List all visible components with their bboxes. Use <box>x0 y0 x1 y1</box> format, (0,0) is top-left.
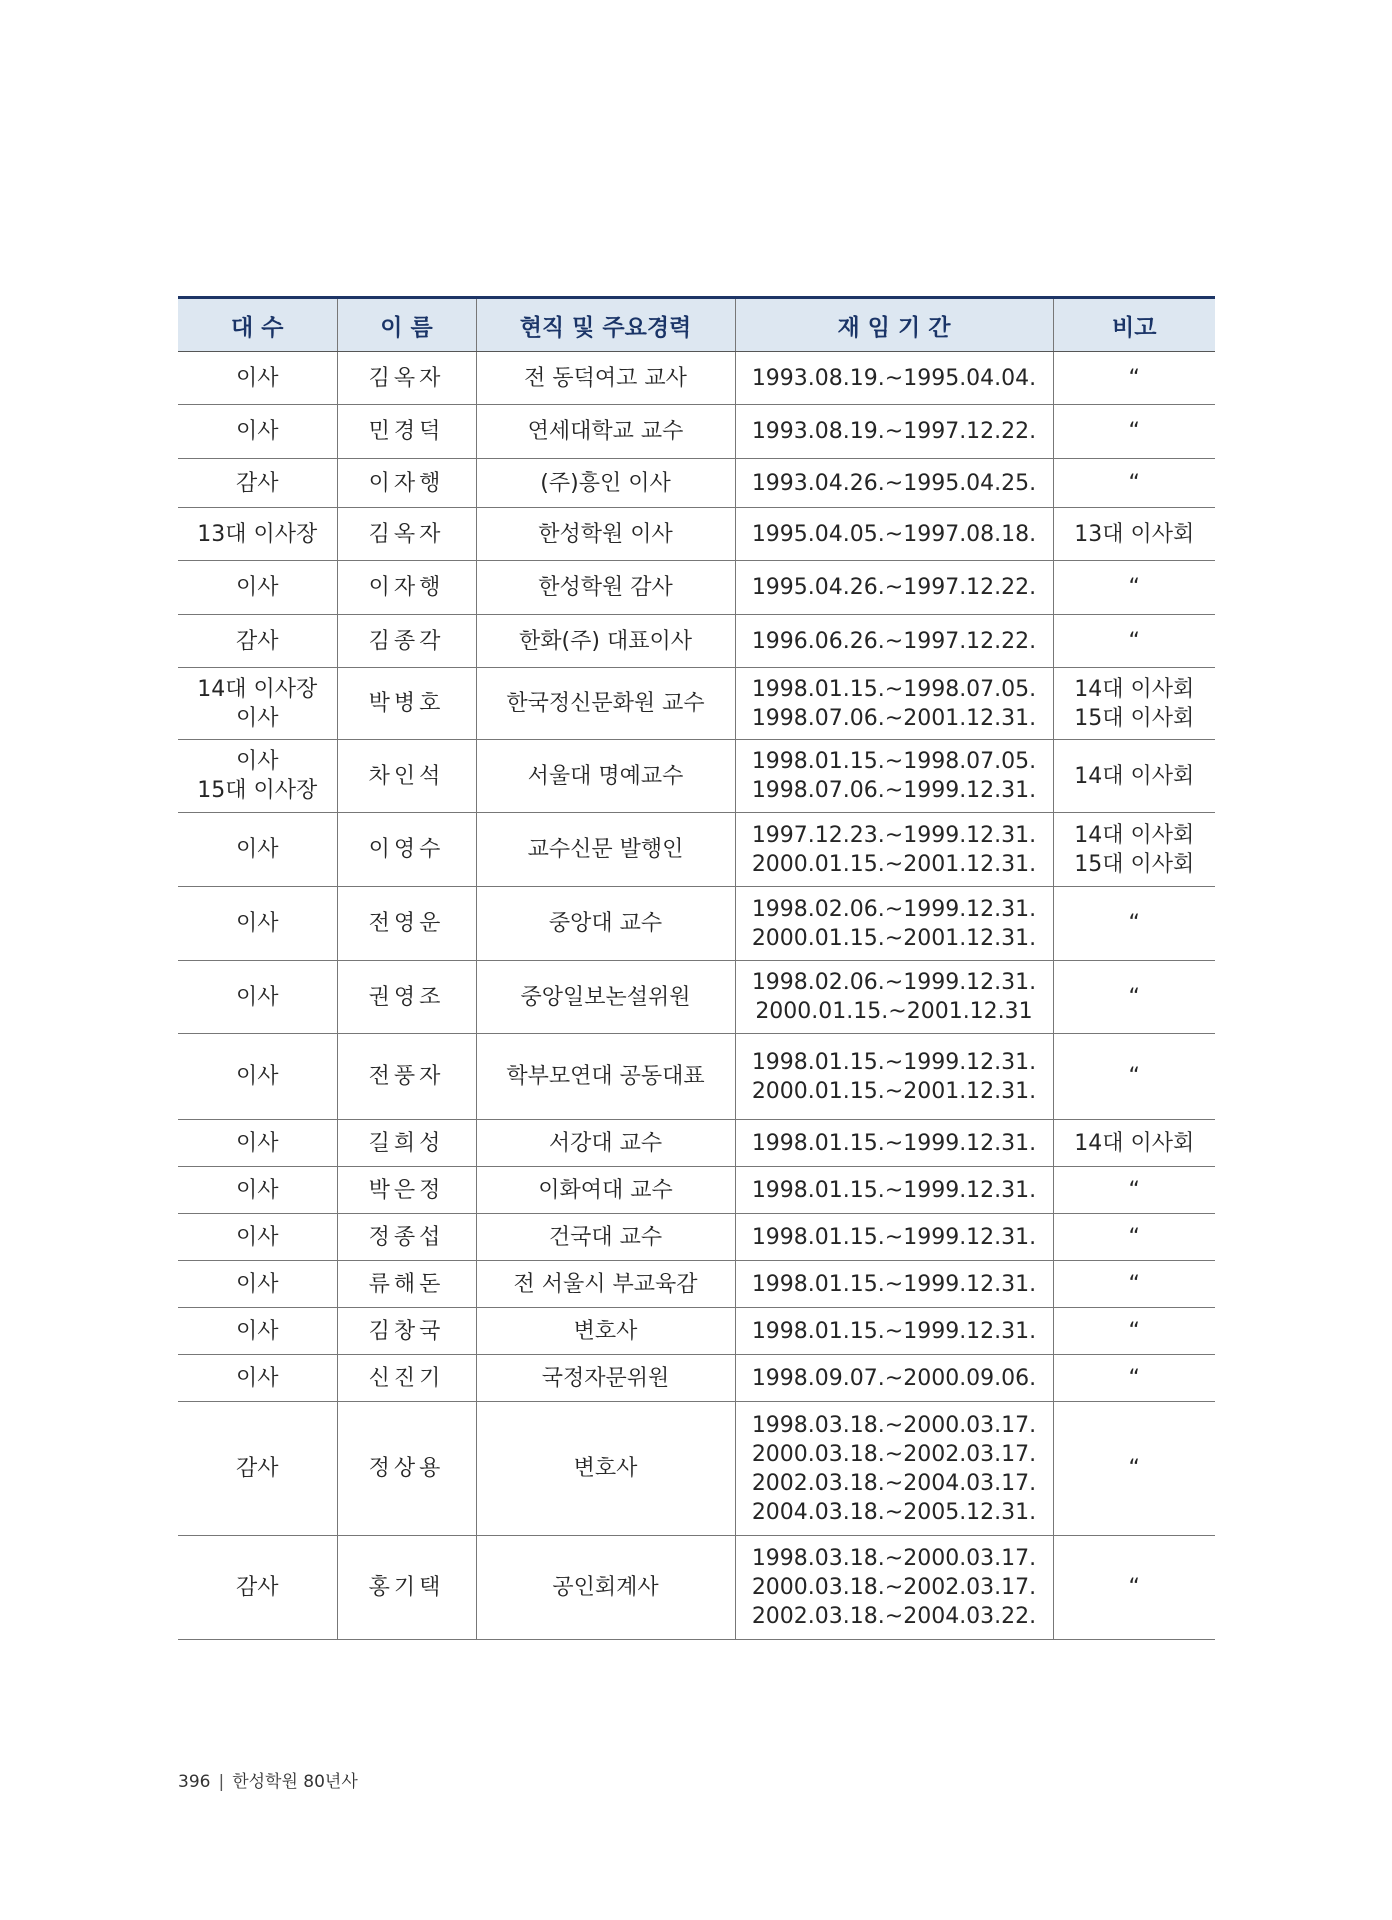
cell-note-text: “ <box>1128 628 1140 654</box>
cell-term-text: 감사 <box>235 470 279 496</box>
cell-career-text: 변호사 <box>573 1456 638 1481</box>
cell-note <box>1053 961 1215 1034</box>
cell-term-text: 14대 이사장 <box>197 676 318 702</box>
cell-period <box>735 1034 1053 1120</box>
cell-term <box>178 1120 337 1167</box>
cell-period-text: 1998.03.18.~2000.03.17. <box>751 1546 1037 1571</box>
table-row <box>178 561 1215 615</box>
cell-term-text: 감사 <box>235 628 279 654</box>
cell-note-text: 15대 이사회 <box>1074 851 1195 877</box>
cell-career <box>476 813 735 887</box>
cell-note <box>1053 561 1215 615</box>
cell-career-text: 한성학원 이사 <box>538 521 673 547</box>
cell-period <box>735 1308 1053 1355</box>
table-header-row <box>178 298 1215 352</box>
cell-term <box>178 1167 337 1214</box>
cell-career <box>476 352 735 405</box>
cell-term-text: 감사 <box>235 1575 279 1600</box>
header-term: 대 수 <box>178 298 337 352</box>
book-title: 한성학원 80년사 <box>232 1772 358 1792</box>
cell-term <box>178 1355 337 1402</box>
cell-period <box>735 668 1053 740</box>
table-row <box>178 1261 1215 1308</box>
cell-name-text: 길희성 <box>368 1130 445 1156</box>
cell-career-text: 건국대 교수 <box>548 1224 663 1250</box>
cell-period-text: 2004.03.18.~2005.12.31. <box>751 1499 1037 1525</box>
cell-term <box>178 740 337 813</box>
cell-term-text: 이사 <box>235 1365 279 1391</box>
cell-name-text: 김옥자 <box>368 365 445 391</box>
cell-term-text: 15대 이사장 <box>197 778 318 803</box>
cell-term <box>178 459 337 508</box>
cell-career <box>476 1536 735 1640</box>
cell-term <box>178 961 337 1034</box>
cell-name <box>337 1261 476 1308</box>
cell-note <box>1053 1120 1215 1167</box>
table-row <box>178 405 1215 459</box>
cell-term <box>178 1536 337 1640</box>
cell-term-text: 이사 <box>235 365 279 391</box>
table-row <box>178 1355 1215 1402</box>
cell-period-text: 1998.03.18.~2000.03.17. <box>751 1412 1037 1438</box>
cell-term <box>178 1402 337 1536</box>
cell-career <box>476 1308 735 1355</box>
cell-period-text: 2002.03.18.~2004.03.22. <box>751 1604 1037 1629</box>
cell-period <box>735 615 1053 668</box>
table-body <box>178 352 1215 1640</box>
cell-note-text: “ <box>1128 1456 1140 1481</box>
cell-note <box>1053 405 1215 459</box>
cell-note <box>1053 352 1215 405</box>
table-row <box>178 459 1215 508</box>
cell-period <box>735 1261 1053 1308</box>
cell-career-text: 한국정신문화원 교수 <box>506 691 705 716</box>
cell-note <box>1053 813 1215 887</box>
cell-note <box>1053 887 1215 961</box>
cell-period-text: 2000.01.15.~2001.12.31 <box>755 999 1033 1024</box>
cell-note <box>1053 1355 1215 1402</box>
cell-period-text: 1998.01.15.~1999.12.31. <box>751 1177 1037 1203</box>
cell-period <box>735 459 1053 508</box>
cell-career-text: 중앙일보논설위원 <box>520 984 691 1010</box>
cell-career <box>476 615 735 668</box>
cell-term-text: 이사 <box>235 1224 279 1250</box>
cell-name-text: 민경덕 <box>368 419 445 444</box>
cell-note-text: “ <box>1128 911 1140 936</box>
cell-term <box>178 615 337 668</box>
cell-note-text: 14대 이사회 <box>1074 822 1195 848</box>
cell-name <box>337 668 476 740</box>
cell-note-text: “ <box>1128 470 1140 496</box>
cell-career <box>476 1261 735 1308</box>
cell-note <box>1053 615 1215 668</box>
cell-career <box>476 405 735 459</box>
cell-period-text: 1998.01.15.~1999.12.31. <box>751 1049 1037 1075</box>
cell-period-text: 2000.01.15.~2001.12.31. <box>751 851 1037 877</box>
cell-name-text: 정종섭 <box>368 1224 445 1250</box>
cell-term-text: 이사 <box>235 1177 279 1203</box>
cell-period-text: 2000.03.18.~2002.03.17. <box>751 1441 1037 1467</box>
cell-career <box>476 887 735 961</box>
cell-term <box>178 1214 337 1261</box>
cell-period <box>735 740 1053 813</box>
cell-period <box>735 508 1053 561</box>
cell-period-text: 1998.01.15.~1998.07.05. <box>751 749 1037 774</box>
table-row <box>178 740 1215 813</box>
cell-note-text: “ <box>1128 1318 1140 1344</box>
cell-period-text: 1998.07.06.~2001.12.31. <box>751 705 1037 731</box>
cell-period <box>735 1402 1053 1536</box>
cell-career-text: 교수신문 발행인 <box>527 837 684 862</box>
cell-name <box>337 405 476 459</box>
cell-career <box>476 459 735 508</box>
cell-period <box>735 887 1053 961</box>
cell-career-text: 이화여대 교수 <box>538 1177 673 1203</box>
cell-term <box>178 1034 337 1120</box>
cell-term <box>178 668 337 740</box>
cell-term-text: 이사 <box>235 749 279 774</box>
cell-note-text: 14대 이사회 <box>1074 763 1195 789</box>
cell-name-text: 류해돈 <box>368 1271 445 1297</box>
cell-period-text: 1998.07.06.~1999.12.31. <box>751 778 1037 803</box>
table-row <box>178 352 1215 405</box>
cell-name-text: 권영조 <box>368 984 445 1010</box>
cell-term <box>178 352 337 405</box>
cell-name <box>337 1167 476 1214</box>
cell-period-text: 2000.01.15.~2001.12.31. <box>751 925 1037 951</box>
header-career: 현직 및 주요경력 <box>476 298 735 352</box>
cell-career <box>476 1167 735 1214</box>
cell-note <box>1053 1402 1215 1536</box>
cell-name <box>337 561 476 615</box>
cell-note-text: “ <box>1128 984 1140 1010</box>
cell-name <box>337 887 476 961</box>
cell-note <box>1053 459 1215 508</box>
cell-name-text: 신진기 <box>368 1365 445 1391</box>
table-row <box>178 961 1215 1034</box>
cell-period-text: 1993.08.19.~1995.04.04. <box>751 365 1037 391</box>
cell-career-text: 전 동덕여고 교사 <box>524 365 687 391</box>
cell-note-text: “ <box>1128 365 1140 391</box>
cell-career-text: 공인회계사 <box>552 1575 659 1600</box>
cell-period-text: 1993.08.19.~1997.12.22. <box>751 419 1037 444</box>
header-name: 이 름 <box>337 298 476 352</box>
cell-name <box>337 1034 476 1120</box>
cell-name-text: 이자행 <box>368 575 445 600</box>
cell-career <box>476 1355 735 1402</box>
cell-note-text: “ <box>1128 1224 1140 1250</box>
cell-note-text: “ <box>1128 1575 1140 1600</box>
table-row <box>178 508 1215 561</box>
page-footer <box>178 1767 358 1792</box>
cell-term-text: 이사 <box>235 1130 279 1156</box>
cell-name <box>337 1536 476 1640</box>
table-row <box>178 813 1215 887</box>
cell-career <box>476 740 735 813</box>
cell-career <box>476 1034 735 1120</box>
cell-period-text: 2002.03.18.~2004.03.17. <box>751 1470 1037 1496</box>
cell-note-text: 14대 이사회 <box>1074 676 1195 702</box>
cell-period <box>735 352 1053 405</box>
cell-period <box>735 1167 1053 1214</box>
cell-career <box>476 961 735 1034</box>
cell-note-text: “ <box>1128 575 1140 600</box>
cell-career-text: 변호사 <box>573 1318 638 1344</box>
header-period: 재 임 기 간 <box>735 298 1053 352</box>
page-number: 396 <box>178 1772 211 1792</box>
cell-term <box>178 887 337 961</box>
cell-note <box>1053 1214 1215 1261</box>
cell-term-text: 이사 <box>235 419 279 444</box>
cell-period-text: 2000.03.18.~2002.03.17. <box>751 1575 1037 1600</box>
cell-term <box>178 1308 337 1355</box>
cell-career-text: 한화(주) 대표이사 <box>519 628 692 654</box>
cell-career-text: 한성학원 감사 <box>538 575 673 600</box>
cell-term-text: 이사 <box>235 1064 279 1089</box>
cell-name <box>337 459 476 508</box>
cell-period-text: 1997.12.23.~1999.12.31. <box>751 822 1037 848</box>
cell-note <box>1053 1261 1215 1308</box>
cell-career <box>476 508 735 561</box>
cell-note <box>1053 1536 1215 1640</box>
cell-period <box>735 1120 1053 1167</box>
cell-term <box>178 1261 337 1308</box>
cell-term-text: 감사 <box>235 1456 279 1481</box>
cell-name-text: 차인석 <box>368 763 445 789</box>
cell-period-text: 1998.09.07.~2000.09.06. <box>751 1365 1037 1391</box>
cell-period-text: 1998.01.15.~1999.12.31. <box>751 1318 1037 1344</box>
cell-career-text: 연세대학교 교수 <box>527 419 684 444</box>
cell-note-text: “ <box>1128 1177 1140 1203</box>
table-row <box>178 1536 1215 1640</box>
cell-name-text: 전영운 <box>368 911 445 936</box>
cell-period-text: 1996.06.26.~1997.12.22. <box>751 628 1037 654</box>
cell-note <box>1053 740 1215 813</box>
cell-name-text: 이자행 <box>368 470 445 496</box>
cell-term-text: 이사 <box>235 1271 279 1297</box>
cell-period <box>735 405 1053 459</box>
cell-career <box>476 668 735 740</box>
cell-note-text: 13대 이사회 <box>1074 521 1195 547</box>
cell-note-text: “ <box>1128 419 1140 444</box>
cell-career <box>476 1214 735 1261</box>
table-row <box>178 887 1215 961</box>
cell-period <box>735 813 1053 887</box>
table-row <box>178 668 1215 740</box>
cell-career <box>476 1402 735 1536</box>
cell-name-text: 김종각 <box>368 628 445 654</box>
cell-name <box>337 1214 476 1261</box>
cell-name <box>337 1120 476 1167</box>
cell-term-text: 13대 이사장 <box>197 521 318 547</box>
cell-term-text: 이사 <box>235 911 279 936</box>
cell-career-text: (주)흥인 이사 <box>540 470 671 496</box>
cell-name <box>337 740 476 813</box>
cell-name <box>337 508 476 561</box>
cell-name-text: 홍기택 <box>368 1575 445 1600</box>
cell-note-text: “ <box>1128 1271 1140 1297</box>
table-row <box>178 1214 1215 1261</box>
cell-career <box>476 561 735 615</box>
cell-career-text: 전 서울시 부교육감 <box>513 1271 698 1297</box>
cell-name <box>337 1355 476 1402</box>
header-note: 비고 <box>1053 298 1215 352</box>
cell-term <box>178 508 337 561</box>
cell-period <box>735 1355 1053 1402</box>
cell-period <box>735 561 1053 615</box>
table-row <box>178 1402 1215 1536</box>
cell-career-text: 서강대 교수 <box>548 1130 663 1156</box>
cell-name-text: 전풍자 <box>368 1064 445 1089</box>
cell-note <box>1053 1034 1215 1120</box>
cell-name-text: 이영수 <box>368 837 445 862</box>
cell-period-text: 1998.01.15.~1999.12.31. <box>751 1130 1037 1156</box>
cell-career-text: 학부모연대 공동대표 <box>506 1064 705 1089</box>
cell-period-text: 1998.02.06.~1999.12.31. <box>751 970 1037 995</box>
cell-name <box>337 352 476 405</box>
cell-note <box>1053 508 1215 561</box>
cell-term <box>178 561 337 615</box>
cell-period-text: 1998.01.15.~1998.07.05. <box>751 676 1037 702</box>
cell-note-text: 15대 이사회 <box>1074 705 1195 731</box>
cell-name-text: 박은정 <box>368 1177 445 1203</box>
cell-term-text: 이사 <box>235 984 279 1010</box>
cell-term-text: 이사 <box>235 1318 279 1344</box>
cell-name <box>337 1308 476 1355</box>
cell-term <box>178 405 337 459</box>
cell-note <box>1053 668 1215 740</box>
cell-period-text: 1998.01.15.~1999.12.31. <box>751 1224 1037 1250</box>
cell-name-text: 김창국 <box>368 1318 445 1344</box>
cell-period <box>735 961 1053 1034</box>
cell-term-text: 이사 <box>235 705 279 731</box>
table-row <box>178 1167 1215 1214</box>
cell-period-text: 2000.01.15.~2001.12.31. <box>751 1078 1037 1104</box>
cell-period-text: 1995.04.26.~1997.12.22. <box>751 575 1037 600</box>
cell-name-text: 박병호 <box>368 691 445 716</box>
cell-note-text: 14대 이사회 <box>1074 1130 1195 1156</box>
table-row <box>178 1120 1215 1167</box>
cell-name <box>337 813 476 887</box>
cell-period-text: 1995.04.05.~1997.08.18. <box>751 521 1037 547</box>
footer-separator: | <box>218 1772 225 1792</box>
cell-career <box>476 1120 735 1167</box>
cell-name <box>337 1402 476 1536</box>
cell-career-text: 중앙대 교수 <box>548 911 663 936</box>
cell-name <box>337 961 476 1034</box>
cell-note-text: “ <box>1128 1064 1140 1089</box>
cell-note <box>1053 1167 1215 1214</box>
cell-name <box>337 615 476 668</box>
cell-career-text: 국정자문위원 <box>541 1365 670 1391</box>
cell-period-text: 1993.04.26.~1995.04.25. <box>751 470 1037 496</box>
cell-period-text: 1998.02.06.~1999.12.31. <box>751 896 1037 922</box>
cell-term-text: 이사 <box>235 837 279 862</box>
cell-period <box>735 1214 1053 1261</box>
cell-term-text: 이사 <box>235 575 279 600</box>
cell-career-text: 서울대 명예교수 <box>527 763 684 789</box>
cell-term <box>178 813 337 887</box>
cell-period-text: 1998.01.15.~1999.12.31. <box>751 1271 1037 1297</box>
cell-note <box>1053 1308 1215 1355</box>
board-members-table <box>178 296 1215 1640</box>
table-row <box>178 615 1215 668</box>
cell-period <box>735 1536 1053 1640</box>
cell-name-text: 김옥자 <box>368 521 445 547</box>
cell-name-text: 정상용 <box>368 1456 445 1481</box>
table-row <box>178 1034 1215 1120</box>
cell-note-text: “ <box>1128 1365 1140 1391</box>
table-row <box>178 1308 1215 1355</box>
